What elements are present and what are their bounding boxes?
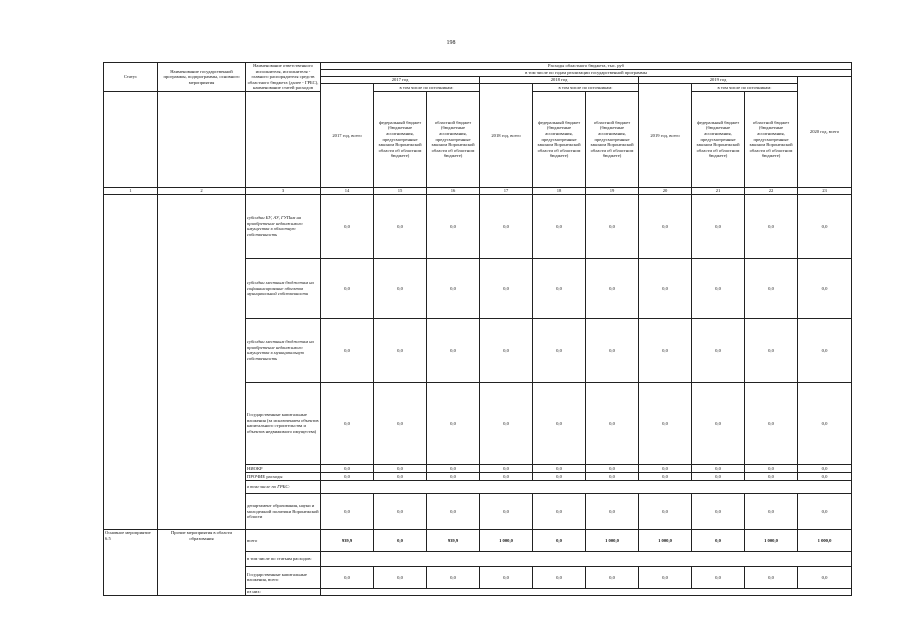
row-label: департамент образования, науки и молодежной политики Воронежской области	[246, 493, 321, 529]
column-number: 17	[480, 187, 533, 194]
value-cell: 0,0	[374, 258, 427, 318]
value-cell: 0,0	[480, 318, 533, 382]
row-label: Государственные капитальные вложения (за исключением объектов капитального строительства и объектов недвижимого имущества)	[246, 382, 321, 464]
header-program-spacer	[158, 91, 246, 187]
value-cell: 939,9	[321, 529, 374, 551]
value-cell: 0,0	[533, 472, 586, 480]
row-label: субсидии местным бюджетам на софинансирование объектов муниципальной собственности	[246, 258, 321, 318]
value-cell: 0,0	[586, 472, 639, 480]
value-cell: 0,0	[745, 318, 798, 382]
value-cell: 0,0	[374, 318, 427, 382]
value-cell: 0,0	[745, 258, 798, 318]
value-cell: 0,0	[798, 472, 852, 480]
value-cell: 0,0	[586, 318, 639, 382]
value-cell: 0,0	[745, 194, 798, 258]
value-cell: 0,0	[427, 472, 480, 480]
header-sources-2017: в том числе по источникам:	[374, 84, 480, 91]
value-cell: 0,0	[321, 566, 374, 588]
value-cell: 0,0	[586, 194, 639, 258]
value-cell: 0,0	[798, 318, 852, 382]
value-cell: 0,0	[427, 382, 480, 464]
value-cell: 0,0	[321, 258, 374, 318]
value-cell: 0,0	[321, 472, 374, 480]
value-cell: 0,0	[745, 566, 798, 588]
value-cell: 0,0	[533, 566, 586, 588]
value-cell: 0,0	[374, 566, 427, 588]
header-federal-2018: федеральный бюджет (бюджетные ассигнования, предусмотренные законом Воронежской области об областном бюджете)	[533, 91, 586, 187]
row-label: из них:	[246, 588, 321, 595]
row-label: НИОКР	[246, 464, 321, 472]
row-label: субсидии БУ, АУ, ГУПам на приобретение недвижимого имущества в областную собственность	[246, 194, 321, 258]
header-program-name: Наименование государственной программы, подпрограммы, основного мероприятия	[158, 63, 246, 92]
value-cell: 0,0	[692, 566, 745, 588]
value-cell: 0,0	[321, 382, 374, 464]
empty-values-cell	[321, 480, 852, 493]
header-regional-2019: областной бюджет (бюджетные ассигнования, предусмотренные законом Воронежской области об областном бюджете)	[745, 91, 798, 187]
value-cell: 0,0	[639, 194, 692, 258]
value-cell: 0,0	[427, 566, 480, 588]
column-number: 15	[374, 187, 427, 194]
header-year-2017: 2017 год	[321, 77, 480, 84]
header-regional-2017: областной бюджет (бюджетные ассигнования, предусмотренные законом Воронежской области об областном бюджете)	[427, 91, 480, 187]
value-cell: 0,0	[374, 464, 427, 472]
row-label: Государственные капитальные вложения, всего	[246, 566, 321, 588]
row-label: в том числе по статьям расходов:	[246, 551, 321, 566]
row-label: субсидии местным бюджетам на приобретение недвижимого имущества в муниципальную собственность	[246, 318, 321, 382]
value-cell: 0,0	[427, 464, 480, 472]
column-number: 1	[104, 187, 158, 194]
header-status-spacer	[104, 91, 158, 187]
status-cell-empty	[104, 194, 158, 529]
value-cell: 0,0	[480, 382, 533, 464]
column-number: 20	[639, 187, 692, 194]
value-cell: 1 000,0	[798, 529, 852, 551]
column-number-row	[104, 187, 852, 194]
header-federal-2019: федеральный бюджет (бюджетные ассигнования, предусмотренные законом Воронежской области об областном бюджете)	[692, 91, 745, 187]
value-cell: 0,0	[321, 318, 374, 382]
value-cell: 0,0	[692, 382, 745, 464]
value-cell: 0,0	[533, 318, 586, 382]
value-cell: 0,0	[798, 566, 852, 588]
value-cell: 0,0	[533, 493, 586, 529]
value-cell: 0,0	[480, 464, 533, 472]
value-cell: 0,0	[586, 382, 639, 464]
row-label: всего	[246, 529, 321, 551]
header-status: Статус	[104, 63, 158, 92]
header-expenses: Расходы областного бюджета, тыс. руб	[321, 63, 852, 70]
value-cell: 0,0	[480, 258, 533, 318]
value-cell: 0,0	[798, 194, 852, 258]
status-cell: Основное мероприятие 6.5	[104, 529, 158, 595]
header-executor: Наименование ответственного исполнителя, исполнителя - главного распорядителя средств областного бюджета (далее - ГРБС), наименование статей расходов	[246, 63, 321, 92]
value-cell: 0,0	[639, 493, 692, 529]
header-federal-2017: федеральный бюджет (бюджетные ассигнования, предусмотренные законом Воронежской области об областном бюджете)	[374, 91, 427, 187]
header-regional-2018: областной бюджет (бюджетные ассигнования, предусмотренные законом Воронежской области об областном бюджете)	[586, 91, 639, 187]
value-cell: 0,0	[427, 318, 480, 382]
column-number: 3	[246, 187, 321, 194]
header-total-2020: 2020 год, всего	[798, 77, 852, 188]
value-cell: 0,0	[374, 194, 427, 258]
value-cell: 0,0	[533, 382, 586, 464]
header-year-2018: 2018 год	[480, 77, 639, 84]
column-number: 22	[745, 187, 798, 194]
value-cell: 0,0	[798, 464, 852, 472]
value-cell: 1 000,0	[480, 529, 533, 551]
value-cell: 0,0	[692, 258, 745, 318]
header-by-years: в том числе по годам реализации государственной программы	[321, 70, 852, 77]
value-cell: 0,0	[533, 258, 586, 318]
value-cell: 0,0	[692, 493, 745, 529]
table-row	[104, 194, 852, 258]
value-cell: 0,0	[692, 472, 745, 480]
column-number: 18	[533, 187, 586, 194]
row-label: в том числе по ГРБС:	[246, 480, 321, 493]
value-cell: 0,0	[586, 566, 639, 588]
column-number: 2	[158, 187, 246, 194]
column-number: 16	[427, 187, 480, 194]
value-cell: 0,0	[321, 194, 374, 258]
empty-values-cell	[321, 551, 852, 566]
value-cell: 0,0	[321, 464, 374, 472]
value-cell: 1 000,0	[639, 529, 692, 551]
value-cell: 0,0	[533, 529, 586, 551]
value-cell: 0,0	[639, 472, 692, 480]
value-cell: 0,0	[480, 194, 533, 258]
value-cell: 0,0	[586, 493, 639, 529]
value-cell: 0,0	[480, 472, 533, 480]
value-cell: 0,0	[586, 464, 639, 472]
value-cell: 0,0	[639, 566, 692, 588]
page-number: 198	[446, 40, 456, 46]
value-cell: 0,0	[639, 318, 692, 382]
value-cell: 0,0	[745, 493, 798, 529]
value-cell: 0,0	[427, 258, 480, 318]
value-cell: 0,0	[798, 382, 852, 464]
value-cell: 0,0	[692, 318, 745, 382]
value-cell: 0,0	[798, 493, 852, 529]
value-cell: 0,0	[692, 194, 745, 258]
value-cell: 0,0	[639, 382, 692, 464]
value-cell: 1 000,0	[745, 529, 798, 551]
program-cell: Прочие мероприятия в области образования	[158, 529, 246, 595]
empty-values-cell	[321, 588, 852, 595]
program-cell-empty	[158, 194, 246, 529]
value-cell: 0,0	[639, 258, 692, 318]
table-row	[104, 529, 852, 551]
header-total-2017: 2017 год, всего	[321, 84, 374, 187]
column-number: 19	[586, 187, 639, 194]
value-cell: 0,0	[374, 472, 427, 480]
value-cell: 1 000,0	[586, 529, 639, 551]
value-cell: 0,0	[692, 464, 745, 472]
value-cell: 0,0	[745, 472, 798, 480]
value-cell: 0,0	[480, 493, 533, 529]
column-number: 21	[692, 187, 745, 194]
value-cell: 0,0	[533, 194, 586, 258]
value-cell: 0,0	[427, 493, 480, 529]
value-cell: 0,0	[533, 464, 586, 472]
value-cell: 0,0	[427, 194, 480, 258]
value-cell: 0,0	[480, 566, 533, 588]
header-sources-2019: в том числе по источникам:	[692, 84, 798, 91]
header-sources-2018: в том числе по источникам:	[533, 84, 639, 91]
value-cell: 0,0	[692, 529, 745, 551]
value-cell: 939,9	[427, 529, 480, 551]
value-cell: 0,0	[374, 382, 427, 464]
value-cell: 0,0	[586, 258, 639, 318]
value-cell: 0,0	[321, 493, 374, 529]
value-cell: 0,0	[374, 529, 427, 551]
budget-table	[103, 62, 852, 596]
value-cell: 0,0	[374, 493, 427, 529]
header-executor-spacer	[246, 91, 321, 187]
header-total-2019: 2019 год, всего	[639, 84, 692, 187]
value-cell: 0,0	[639, 464, 692, 472]
column-number: 23	[798, 187, 852, 194]
column-number: 14	[321, 187, 374, 194]
header-year-2019: 2019 год	[639, 77, 798, 84]
value-cell: 0,0	[745, 464, 798, 472]
row-label: ПРОЧИЕ расходы	[246, 472, 321, 480]
value-cell: 0,0	[745, 382, 798, 464]
value-cell: 0,0	[798, 258, 852, 318]
header-total-2018: 2018 год, всего	[480, 84, 533, 187]
